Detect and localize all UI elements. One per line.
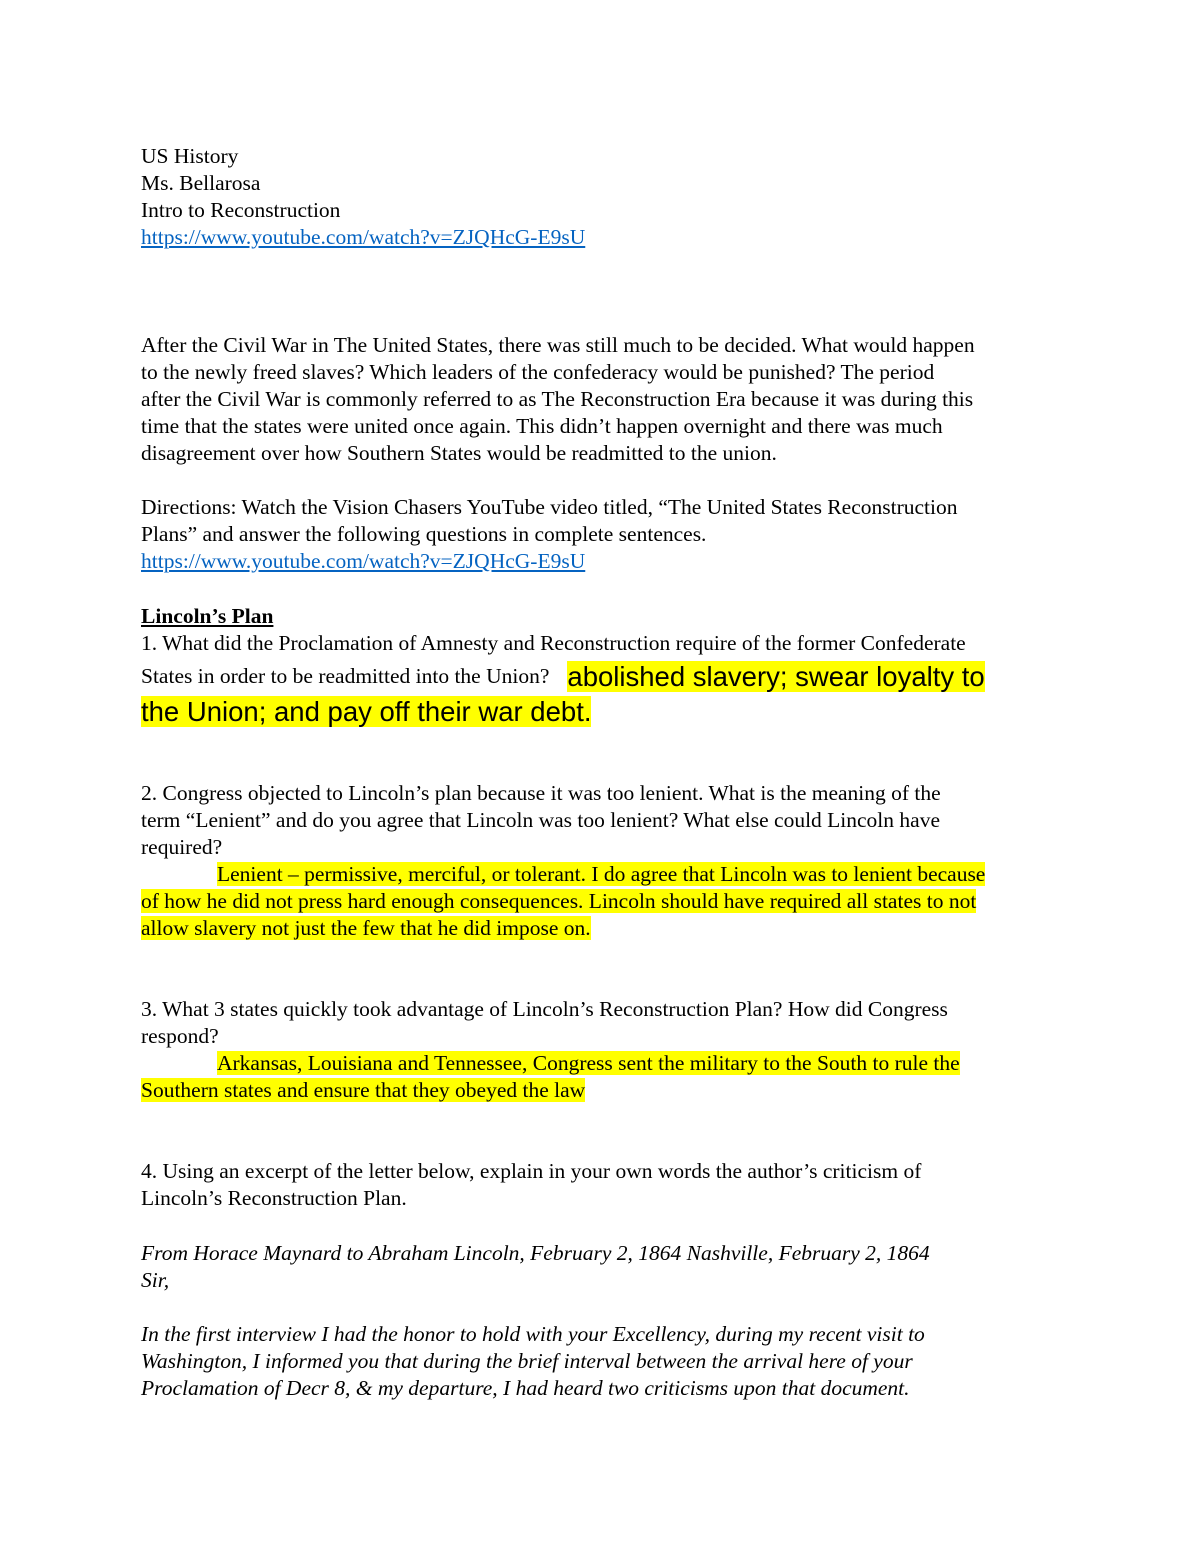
letter-excerpt-body (141, 1321, 1071, 1402)
letter-line: Washington, I informed you that during the brief interval between the arrival here of your (141, 1349, 913, 1373)
question-1-continued (141, 659, 1141, 694)
answer-1-line1: abolished slavery; swear loyalty to (567, 661, 985, 692)
question-line: States in order to be readmitted into the Union? (141, 664, 550, 688)
section-heading: Lincoln’s Plan (141, 604, 274, 628)
answer-2-line2: of how he did not press hard enough consequences. Lincoln should have required all states to not (141, 889, 977, 913)
answer-2 (141, 861, 1081, 942)
question-4 (141, 1158, 1071, 1212)
question-line: Lincoln’s Reconstruction Plan. (141, 1186, 407, 1210)
directions-line: Plans” and answer the following questions in complete sentences. (141, 522, 707, 546)
question-line: respond? (141, 1024, 219, 1048)
topic-title: Intro to Reconstruction (141, 198, 341, 222)
question-line: required? (141, 835, 223, 859)
question-line: 1. What did the Proclamation of Amnesty and Reconstruction require of the former Confederate (141, 631, 966, 655)
letter-excerpt-header (141, 1240, 1071, 1294)
question-1 (141, 630, 1071, 657)
intro-line: after the Civil War is commonly referred to as The Reconstruction Era because it was during this (141, 387, 974, 411)
answer-3 (141, 1050, 1081, 1104)
question-line: 2. Congress objected to Lincoln’s plan because it was too lenient. What is the meaning of the (141, 781, 941, 805)
answer-3-line2: Southern states and ensure that they obeyed the law (141, 1078, 586, 1102)
intro-line: After the Civil War in The United States, there was still much to be decided. What would happen (141, 333, 975, 357)
video-link-directions[interactable]: https://www.youtube.com/watch?v=ZJQHcG-E9sU (141, 549, 586, 573)
answer-2-line1: Lenient – permissive, merciful, or tolerant. I do agree that Lincoln was to lenient because (217, 862, 986, 886)
question-3 (141, 996, 1071, 1050)
letter-line: From Horace Maynard to Abraham Lincoln, February 2, 1864 Nashville, February 2, 1864 (141, 1241, 930, 1265)
intro-paragraph (141, 332, 1071, 467)
question-line: 3. What 3 states quickly took advantage of Lincoln’s Reconstruction Plan? How did Congress (141, 997, 948, 1021)
document-header (141, 143, 1071, 251)
letter-line: Sir, (141, 1268, 170, 1292)
answer-2-line3: allow slavery not just the few that he did impose on. (141, 916, 591, 940)
question-2 (141, 780, 1071, 861)
letter-line: Proclamation of Decr 8, & my departure, I had heard two criticisms upon that document. (141, 1376, 910, 1400)
intro-line: time that the states were united once again. This didn’t happen overnight and there was much (141, 414, 943, 438)
question-line: term “Lenient” and do you agree that Lincoln was too lenient? What else could Lincoln have (141, 808, 940, 832)
course-name: US History (141, 144, 239, 168)
teacher-name: Ms. Bellarosa (141, 171, 261, 195)
question-line: 4. Using an excerpt of the letter below, explain in your own words the author’s criticism of (141, 1159, 922, 1183)
section-lincolns-plan (141, 603, 1071, 630)
answer-1-line2: the Union; and pay off their war debt. (141, 696, 592, 727)
intro-line: to the newly freed slaves? Which leaders of the confederacy would be punished? The period (141, 360, 935, 384)
directions-line: Directions: Watch the Vision Chasers YouTube video titled, “The United States Reconstruction (141, 495, 958, 519)
letter-line: In the first interview I had the honor to hold with your Excellency, during my recent visit to (141, 1322, 925, 1346)
video-link-header[interactable]: https://www.youtube.com/watch?v=ZJQHcG-E9sU (141, 225, 586, 249)
answer-3-line1: Arkansas, Louisiana and Tennessee, Congress sent the military to the South to rule the (217, 1051, 960, 1075)
directions-paragraph (141, 494, 1071, 575)
answer-1 (141, 694, 1141, 729)
intro-line: disagreement over how Southern States would be readmitted to the union. (141, 441, 777, 465)
